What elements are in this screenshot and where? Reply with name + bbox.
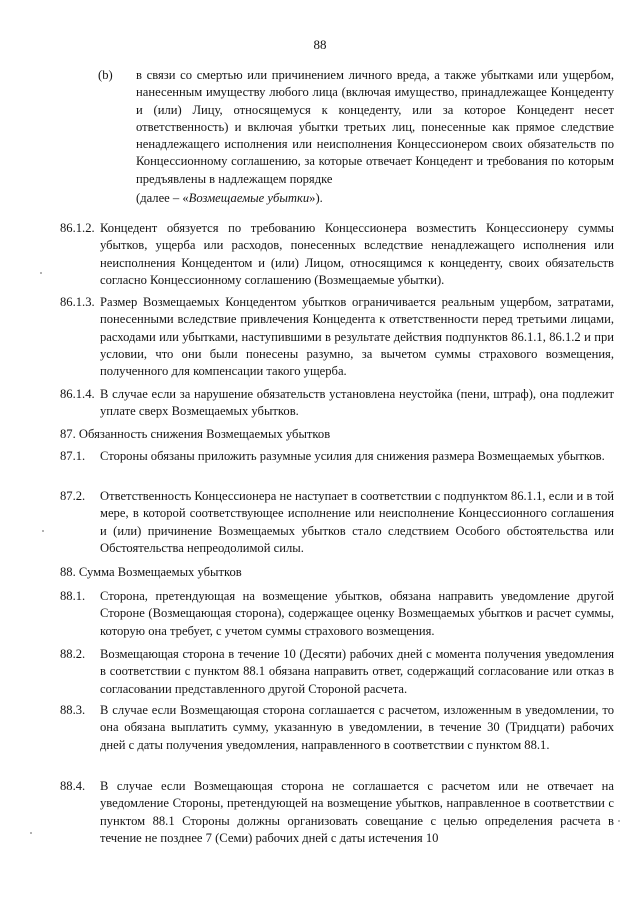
definition-term: Возмещаемые убытки bbox=[188, 191, 310, 205]
clause-number: 87.1. bbox=[60, 449, 86, 463]
clause-text: В случае если Возмещающая сторона соглашается с расчетом, изложенным в уведомлении, то она обязана выплатить сумму, указанную в уведомлении, в течение 30 (Тридцати) рабочих дней с даты получения уведомления, направленного в соответствии с пунктом 88.1. bbox=[100, 703, 614, 752]
clause-number: 86.1.3. bbox=[60, 295, 95, 309]
definition-line bbox=[136, 190, 323, 207]
clause-text: В случае если Возмещающая сторона не соглашается с расчетом или не отвечает на уведомление Стороны, претендующей на возмещение убытков, направленное в соответствии с пунктом 88.1 Стороны должны организовать совещание с целью определения расчета в течение не позднее 7 (Семи) рабочих дней с даты истечения 10 bbox=[100, 779, 614, 845]
clause-number: 88.1. bbox=[60, 589, 86, 603]
clause-text: В случае если за нарушение обязательств установлена неустойка (пени, штраф), она подлежит уплате сверх Возмещаемых убытков. bbox=[100, 387, 614, 419]
definition-suffix: »). bbox=[309, 191, 323, 205]
page-number: 88 bbox=[313, 37, 327, 52]
clause-number: 88.2. bbox=[60, 647, 86, 661]
clause-text: Стороны обязаны приложить разумные усилия для снижения размера Возмещаемых убытков. bbox=[100, 449, 605, 463]
section-heading-88: 88. Сумма Возмещаемых убытков bbox=[60, 565, 242, 579]
definition-prefix: (далее – « bbox=[136, 191, 189, 205]
sub-item-label: (b) bbox=[98, 68, 113, 82]
clause-number: 86.1.2. bbox=[60, 221, 95, 235]
clause-number: 86.1.4. bbox=[60, 387, 95, 401]
clause-text: Концедент обязуется по требованию Концессионера возместить Концессионеру суммы убытков, ущерба или расходов, понесенных вследствие ненадлежащего исполнения или неисполнения Концедентом и (или) Лицом, относящимся к концеденту, своих обязательств согласно Концессионному соглашению (Возмещаемые убытки). bbox=[100, 221, 614, 287]
scan-speck bbox=[40, 272, 42, 274]
clause-number: 87.2. bbox=[60, 489, 86, 503]
scan-speck bbox=[618, 820, 620, 822]
scan-speck bbox=[30, 832, 32, 834]
scan-speck bbox=[42, 530, 44, 532]
clause-number: 88.4. bbox=[60, 779, 86, 793]
sub-item-text: в связи со смертью или причинением личного вреда, а также убытками или ущербом, нанесенным имуществу любого лица (включая имущество, принадлежащее Концеденту и (или) Лицу, относящемуся к концеденту, или за которое Концедент несет ответственность) и включая убытки третьих лиц, понесенные как прямое следствие ненадлежащего исполнения или неисполнения Концессионером своих обязательств по Концессионному соглашению, за которые отвечает Концедент и требования по которым предъявлены в надлежащем порядке bbox=[136, 68, 614, 186]
clause-number: 88.3. bbox=[60, 703, 86, 717]
section-heading-87: 87. Обязанность снижения Возмещаемых убытков bbox=[60, 427, 331, 441]
clause-text: Размер Возмещаемых Концедентом убытков ограничивается реальным ущербом, затратами, понесенными вследствие привлечения Концедента к ответственности перед третьими лицами, расходами или убытками, наступившими в результате действия подпунктов 86.1.1, 86.1.2 и при условии, что они были понесены разумно, за вычетом суммы страхового возмещения, полученного для компенсации такого ущерба. bbox=[100, 295, 614, 379]
clause-text: Сторона, претендующая на возмещение убытков, обязана направить уведомление другой Стороне (Возмещающая сторона), содержащее оценку Возмещаемых убытков и расчет суммы, которую она требует, с учетом суммы страхового возмещения. bbox=[100, 589, 614, 638]
clause-text: Возмещающая сторона в течение 10 (Десяти) рабочих дней с момента получения уведомления в соответствии с пунктом 88.1 обязана направить ответ, содержащий согласование или отказ в согласовании представленного другой Стороной расчета. bbox=[100, 647, 614, 696]
clause-text: Ответственность Концессионера не наступает в соответствии с подпунктом 86.1.1, если и в той мере, в которой соответствующее исполнение или неисполнение Концессионного соглашения и (или) причинение Возмещаемых убытков стало следствием Особого обстоятельства или Обстоятельства непреодолимой силы. bbox=[100, 489, 614, 555]
sub-item-b bbox=[98, 67, 614, 207]
